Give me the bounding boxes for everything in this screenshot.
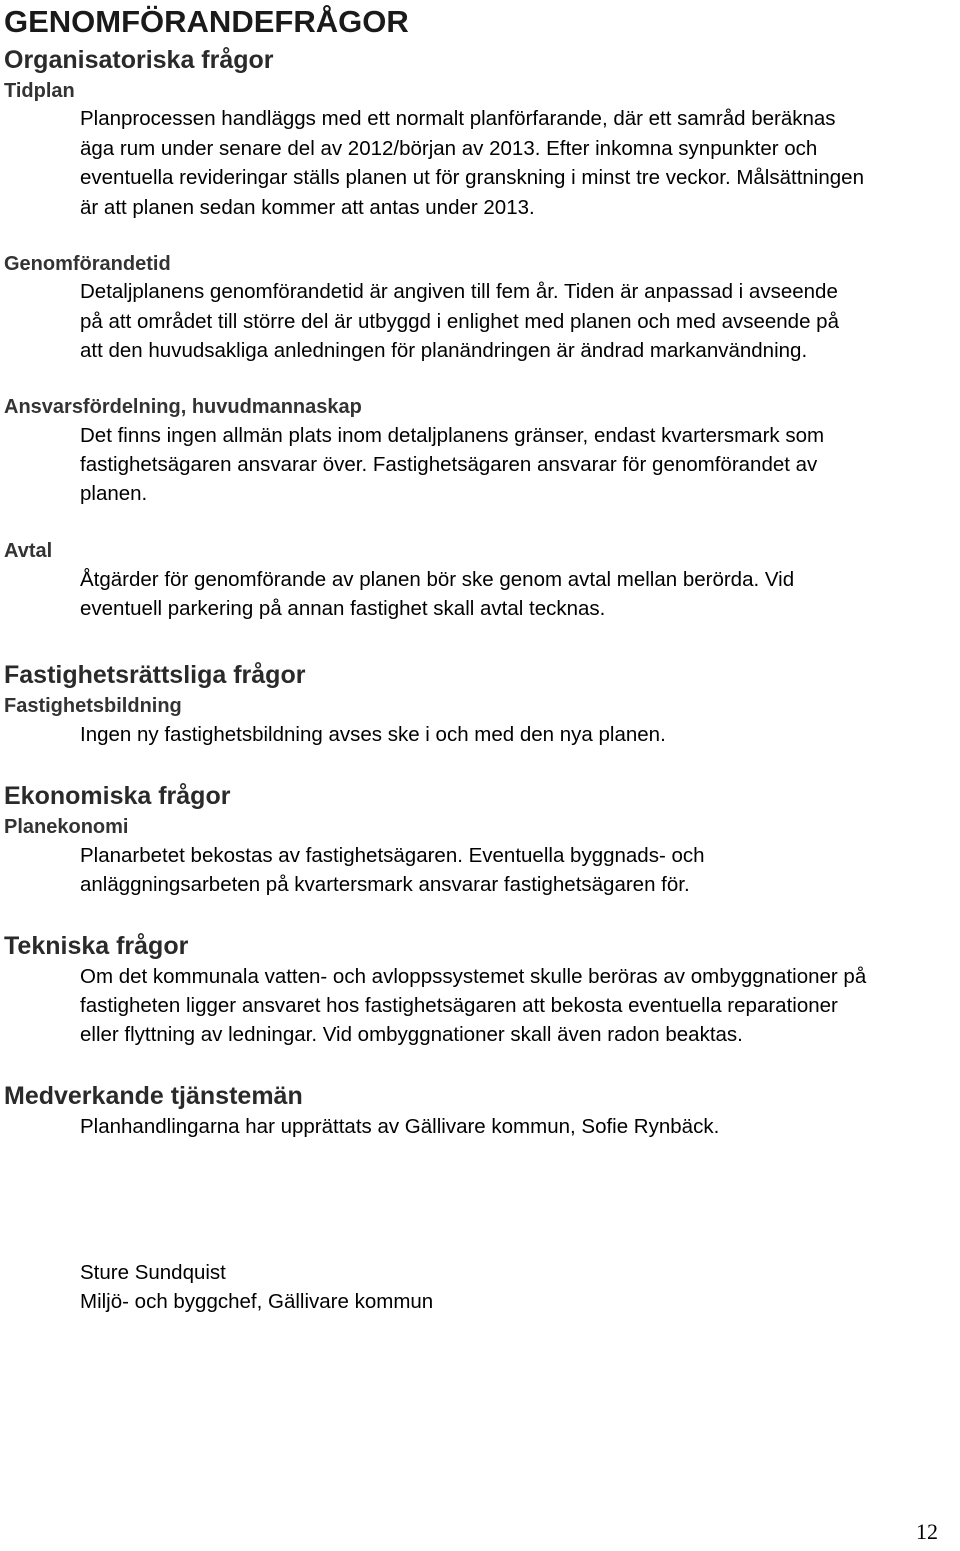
section-heading-ekonomiska: Ekonomiska frågor bbox=[4, 782, 231, 810]
page-number: 12 bbox=[916, 1519, 938, 1544]
section-heading-fastighetsrattsliga: Fastighetsrättsliga frågor bbox=[4, 661, 306, 689]
paragraph-line: Detaljplanens genomförandetid är angiven till fem år. Tiden är anpassad i avseende bbox=[80, 280, 838, 303]
subheading-avtal: Avtal bbox=[4, 540, 53, 562]
subheading-ansvarsfordelning: Ansvarsfördelning, huvudmannaskap bbox=[4, 396, 362, 418]
paragraph-line: Om det kommunala vatten- och avloppssystemet skulle beröras av ombyggnationer på bbox=[80, 965, 867, 988]
paragraph-line: är att planen sedan kommer att antas under 2013. bbox=[80, 196, 535, 219]
paragraph-line: Planprocessen handläggs med ett normalt planförfarande, där ett samråd beräknas bbox=[80, 107, 836, 130]
section-heading-organisatoriska: Organisatoriska frågor bbox=[4, 46, 274, 74]
paragraph-line: att den huvudsakliga anledningen för planändringen är ändrad markanvändning. bbox=[80, 339, 808, 362]
paragraph-line: Ingen ny fastighetsbildning avses ske i och med den nya planen. bbox=[80, 723, 666, 746]
paragraph-line: fastigheten ligger ansvaret hos fastighetsägaren att bekosta eventuella reparationer bbox=[80, 994, 838, 1017]
signature-name: Sture Sundquist bbox=[80, 1261, 226, 1284]
paragraph-line: Planarbetet bekostas av fastighetsägaren. Eventuella byggnads- och bbox=[80, 844, 705, 867]
subheading-fastighetsbildning: Fastighetsbildning bbox=[4, 695, 182, 717]
signature-role: Miljö- och byggchef, Gällivare kommun bbox=[80, 1290, 434, 1313]
paragraph-line: eventuella revideringar ställs planen ut för granskning i minst tre veckor. Målsättningen bbox=[80, 166, 864, 189]
subheading-planekonomi: Planekonomi bbox=[4, 816, 129, 838]
section-heading-medverkande: Medverkande tjänstemän bbox=[4, 1082, 303, 1110]
paragraph-line: eller flyttning av ledningar. Vid ombyggnationer skall även radon beaktas. bbox=[80, 1023, 743, 1046]
paragraph-line: Åtgärder för genomförande av planen bör ske genom avtal mellan berörda. Vid bbox=[80, 568, 795, 591]
paragraph-line: Planhandlingarna har upprättats av Gällivare kommun, Sofie Rynbäck. bbox=[80, 1115, 720, 1138]
paragraph-line: eventuell parkering på annan fastighet skall avtal tecknas. bbox=[80, 597, 606, 620]
paragraph-line: anläggningsarbeten på kvartersmark ansvarar fastighetsägaren för. bbox=[80, 873, 690, 896]
paragraph-line: äga rum under senare del av 2012/början av 2013. Efter inkomna synpunkter och bbox=[80, 137, 818, 160]
page-title: GENOMFÖRANDEFRÅGOR bbox=[4, 4, 409, 39]
paragraph-line: planen. bbox=[80, 482, 148, 505]
paragraph-line: fastighetsägaren ansvarar över. Fastighetsägaren ansvarar för genomförandet av bbox=[80, 453, 818, 476]
subheading-genomforandetid: Genomförandetid bbox=[4, 253, 171, 275]
subheading-tidplan: Tidplan bbox=[4, 80, 75, 102]
paragraph-line: på att området till större del är utbyggd i enlighet med planen och med avseende på bbox=[80, 310, 839, 333]
paragraph-line: Det finns ingen allmän plats inom detaljplanens gränser, endast kvartersmark som bbox=[80, 424, 825, 447]
section-heading-tekniska: Tekniska frågor bbox=[4, 932, 189, 960]
